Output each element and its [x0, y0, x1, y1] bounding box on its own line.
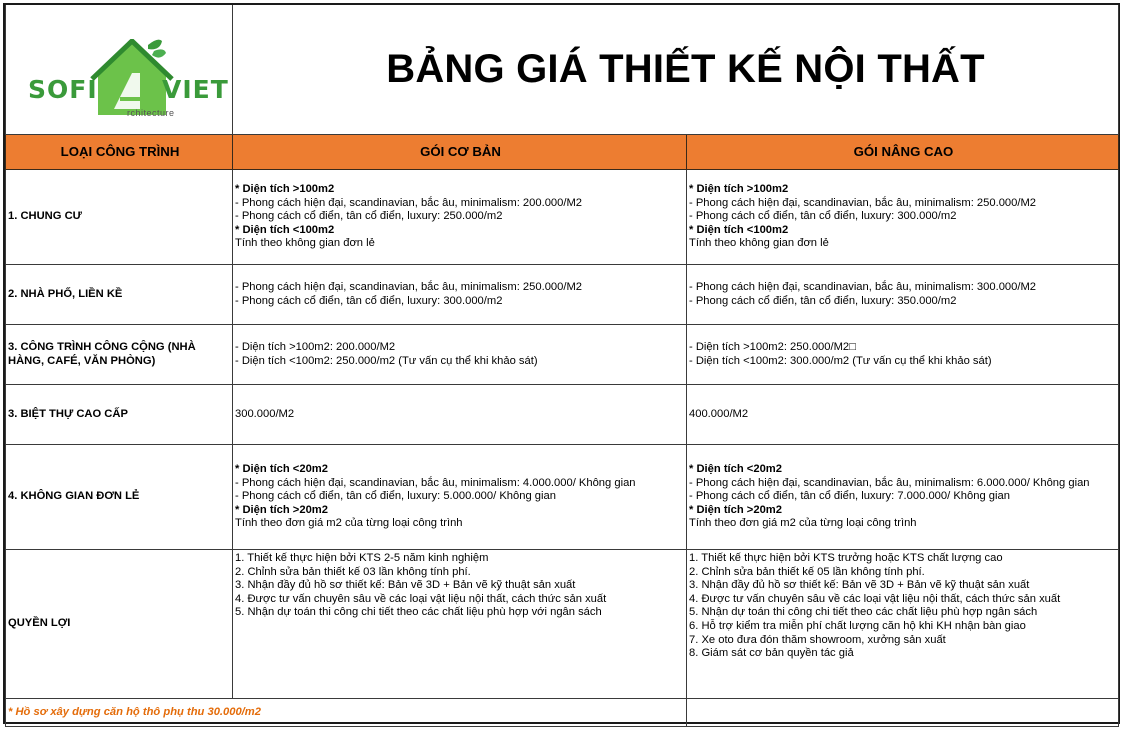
price-line: - Phong cách hiện đại, scandinavian, bắc âu, minimalism: 300.000/M2 [689, 280, 1037, 293]
company-logo [28, 39, 228, 117]
price-line: 3. Nhận đầy đủ hồ sơ thiết kế: Bản vẽ 3D + Bản vẽ kỹ thuật sản xuất [689, 579, 1030, 592]
price-line: - Phong cách cổ điển, tân cổ điển, luxury: 350.000/m2 [689, 294, 957, 307]
building-type-label: QUYỀN LỢI [6, 550, 233, 699]
advanced-package-cell [687, 550, 1119, 699]
building-type-label: 1. CHUNG CƯ [6, 170, 233, 265]
price-line: 5. Nhận dự toán thi công chi tiết theo các chất liệu phù hợp ngân sách [689, 606, 1038, 619]
area-condition: * Diện tích >20m2 [235, 503, 328, 516]
area-condition: * Diện tích >100m2 [689, 183, 789, 196]
price-line: 5. Nhận dự toán thi công chi tiết theo các chất liệu phù hợp với ngân sách [235, 606, 602, 619]
advanced-package-cell [687, 265, 1119, 325]
price-line: 300.000/M2 [235, 407, 295, 420]
area-condition: * Diện tích <20m2 [235, 463, 328, 476]
table-row [6, 385, 1119, 445]
basic-package-cell [233, 385, 687, 445]
price-line: 1. Thiết kế thực hiện bởi KTS trưởng hoặc KTS chất lượng cao [689, 552, 1003, 564]
basic-package-cell [233, 550, 687, 699]
advanced-package-cell [687, 385, 1119, 445]
price-line: 8. Giám sát cơ bản quyền tác giả [689, 647, 854, 660]
page-title: BẢNG GIÁ THIẾT KẾ NỘI THẤT [233, 5, 1119, 135]
basic-package-cell [233, 325, 687, 385]
basic-package-cell [233, 170, 687, 265]
table-row [6, 445, 1119, 550]
logo-text-right: VIET [162, 75, 229, 104]
price-line: Tính theo không gian đơn lẻ [689, 237, 829, 250]
price-line: 400.000/M2 [689, 407, 749, 420]
price-line: - Phong cách hiện đại, scandinavian, bắc âu, minimalism: 200.000/M2 [235, 196, 583, 209]
price-line: - Phong cách hiện đại, scandinavian, bắc âu, minimalism: 250.000/M2 [689, 196, 1037, 209]
advanced-package-cell [687, 445, 1119, 550]
price-line: - Diện tích <100m2: 250.000/m2 (Tư vấn cụ thể khi khảo sát) [235, 354, 538, 367]
footnote-row [6, 699, 1119, 727]
price-line: - Phong cách cổ điển, tân cổ điển, luxury: 5.000.000/ Không gian [235, 490, 556, 503]
title-row [6, 5, 1119, 135]
header-advanced-package: GÓI NÂNG CAO [687, 135, 1119, 170]
price-line: Tính theo đơn giá m2 của từng loại công trình [235, 517, 463, 530]
price-line: 3. Nhận đầy đủ hồ sơ thiết kế: Bản vẽ 3D + Bản vẽ kỹ thuật sản xuất [235, 579, 576, 592]
price-line: - Phong cách cổ điển, tân cổ điển, luxury: 250.000/m2 [235, 210, 503, 223]
area-condition: * Diện tích <20m2 [689, 463, 782, 476]
building-type-label: 3. BIỆT THỰ CAO CẤP [6, 385, 233, 445]
price-line: - Diện tích >100m2: 250.000/M2□ [689, 340, 856, 353]
price-line: - Phong cách cổ điển, tân cổ điển, luxury: 7.000.000/ Không gian [689, 490, 1010, 503]
table-row [6, 170, 1119, 265]
header-basic-package: GÓI CƠ BẢN [233, 135, 687, 170]
table-row [6, 265, 1119, 325]
area-condition: * Diện tích >20m2 [689, 503, 782, 516]
price-line: - Phong cách hiện đại, scandinavian, bắc âu, minimalism: 250.000/M2 [235, 280, 583, 293]
logo-subtext: rchitecture [127, 108, 175, 118]
price-line: - Phong cách hiện đại, scandinavian, bắc âu, minimalism: 4.000.000/ Không gian [235, 476, 636, 489]
table-row [6, 325, 1119, 385]
building-type-label: 3. CÔNG TRÌNH CÔNG CỘNG (NHÀ HÀNG, CAFÉ, VĂN PHÒNG) [6, 325, 233, 385]
price-table [5, 5, 1119, 727]
building-type-label: 2. NHÀ PHỐ, LIỀN KỀ [6, 265, 233, 325]
header-row [6, 135, 1119, 170]
price-line: - Diện tích <100m2: 300.000/m2 (Tư vấn cụ thể khi khảo sát) [689, 354, 992, 367]
logo-text-left: SOFI [28, 75, 98, 104]
advanced-package-cell [687, 170, 1119, 265]
price-line: 2. Chỉnh sửa bản thiết kế 03 lần không tính phí. [235, 565, 471, 578]
price-line: 4. Được tư vấn chuyên sâu về các loại vật liệu nội thất, cách thức sản xuất [235, 592, 607, 605]
building-type-label: 4. KHÔNG GIAN ĐƠN LẺ [6, 445, 233, 550]
area-condition: * Diện tích <100m2 [689, 223, 789, 236]
table-row [6, 550, 1119, 699]
price-line: 2. Chỉnh sửa bản thiết kế 05 lần không tính phí. [689, 565, 925, 578]
area-condition: * Diện tích <100m2 [235, 223, 335, 236]
basic-package-cell [233, 445, 687, 550]
price-line: - Phong cách hiện đại, scandinavian, bắc âu, minimalism: 6.000.000/ Không gian [689, 476, 1090, 489]
advanced-package-cell [687, 325, 1119, 385]
logo-cell [6, 5, 233, 135]
price-line: - Diện tích >100m2: 200.000/M2 [235, 340, 396, 353]
price-line: - Phong cách cổ điển, tân cổ điển, luxury: 300.000/m2 [235, 294, 503, 307]
price-line: - Phong cách cổ điển, tân cổ điển, luxury: 300.000/m2 [689, 210, 957, 223]
footnote: * Hồ sơ xây dựng căn hộ thô phụ thu 30.000/m2 [6, 699, 687, 727]
footnote-empty-cell [687, 699, 1119, 727]
area-condition: * Diện tích >100m2 [235, 183, 335, 196]
price-line: 1. Thiết kế thực hiện bởi KTS 2-5 năm kinh nghiệm [235, 552, 489, 564]
price-line: 4. Được tư vấn chuyên sâu về các loại vật liệu nội thất, cách thức sản xuất [689, 592, 1061, 605]
price-line: Tính theo đơn giá m2 của từng loại công trình [689, 517, 917, 530]
price-line: Tính theo không gian đơn lẻ [235, 237, 375, 250]
header-building-type: LOẠI CÔNG TRÌNH [6, 135, 233, 170]
price-line: 7. Xe oto đưa đón thăm showroom, xưởng sản xuất [689, 633, 946, 646]
basic-package-cell [233, 265, 687, 325]
price-line: 6. Hỗ trợ kiểm tra miễn phí chất lượng căn hộ khi KH nhận bàn giao [689, 619, 1026, 632]
